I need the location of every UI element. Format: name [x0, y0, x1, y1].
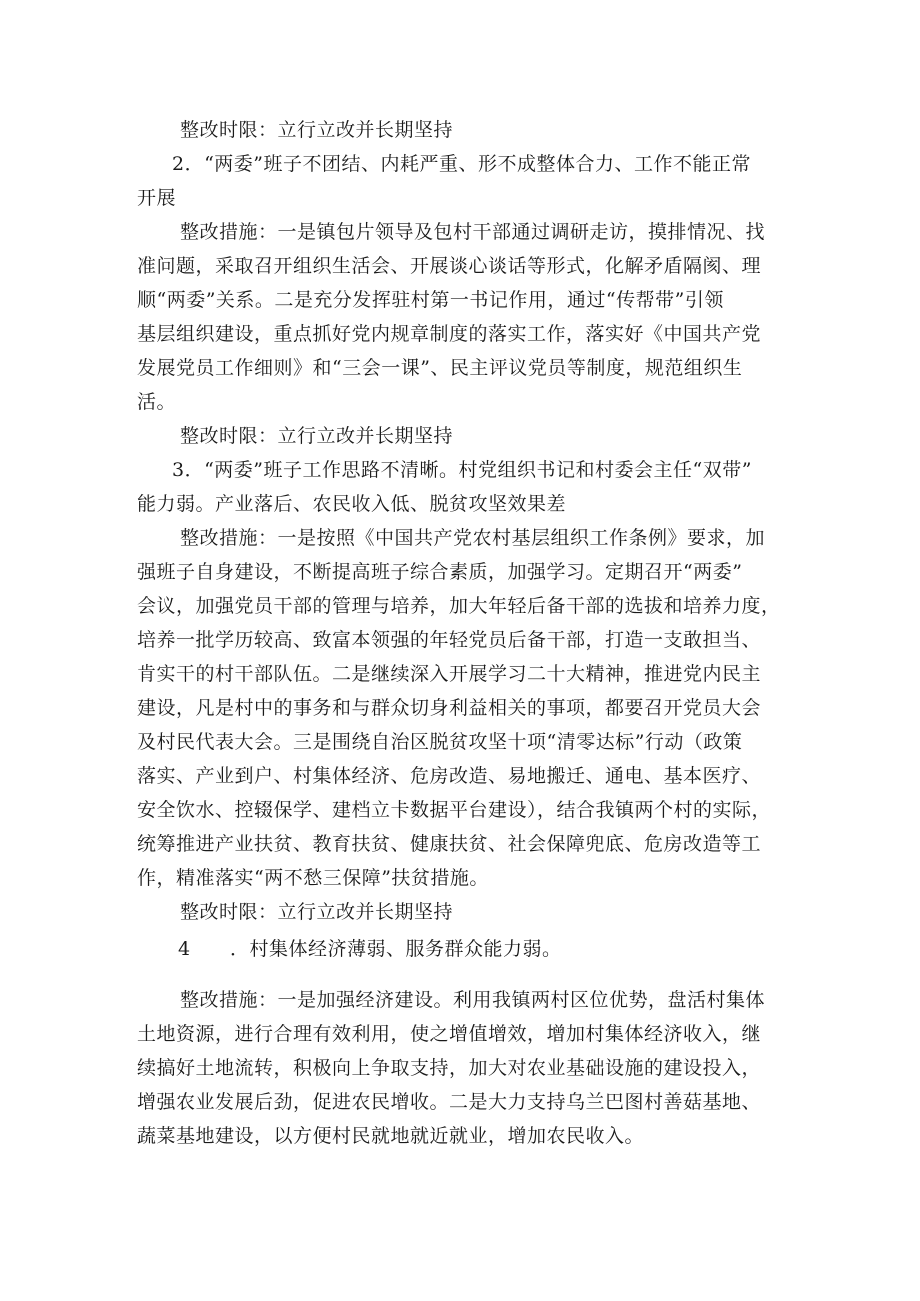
text-line: 会议，加强党员干部的管理与培养，加大年轻后备干部的选拔和培养力度，: [137, 595, 781, 617]
text-line: 建设，凡是村中的事务和与群众切身利益相关的事项，都要召开党员大会: [137, 697, 762, 719]
text-line: 顺“两委”关系。二是充分发挥驻村第一书记作用，通过“传帮带”引领: [137, 289, 724, 311]
text-line: 3．“两委”班子工作思路不清晰。村党组织书记和村委会主任“双带”: [172, 459, 752, 481]
text-line: 准问题，采取召开组织生活会、开展谈心谈话等形式，化解矛盾隔阂、理: [137, 255, 762, 277]
text-line: 续搞好土地流转，积极向上争取支持，加大对农业基础设施的建设投入，: [137, 1057, 762, 1079]
text-line: 统筹推进产业扶贫、教育扶贫、健康扶贫、社会保障兜底、危房改造等工: [137, 833, 762, 855]
text-line: 整改措施：一是按照《中国共产党农村基层组织工作条例》要求，加: [180, 527, 766, 549]
text-line: 整改措施：一是镇包片领导及包村干部通过调研走访，摸排情况、找: [180, 221, 766, 243]
text-line: 2．“两委”班子不团结、内耗严重、形不成整体合力、工作不能正常: [172, 153, 752, 175]
text-line: 整改时限：立行立改并长期坚持: [180, 901, 454, 923]
text-line: 蔬菜基地建设，以方便村民就地就近就业，增加农民收入。: [137, 1125, 645, 1147]
text-line: 基层组织建设，重点抓好党内规章制度的落实工作，落实好《中国共产党: [137, 323, 762, 345]
text-line: 开展: [137, 187, 177, 209]
text-line: 能力弱。产业落后、农民收入低、脱贫攻坚效果差: [137, 493, 567, 515]
text-line: 整改措施：一是加强经济建设。利用我镇两村区位优势，盘活村集体: [180, 989, 766, 1011]
text-line: 及村民代表大会。三是围绕自治区脱贫攻坚十项“清零达标”行动（政策: [137, 731, 743, 753]
text-line: 作，精准落实“两不愁三保障”扶贫措施。: [137, 867, 489, 889]
text-line: 强班子自身建设，不断提高班子综合素质，加强学习。定期召开“两委”: [137, 561, 743, 583]
text-line: 安全饮水、控辍保学、建档立卡数据平台建设），结合我镇两个村的实际，: [137, 799, 772, 821]
text-line: 肯实干的村干部队伍。二是继续深入开展学习二十大精神，推进党内民主: [137, 663, 762, 685]
text-line: 发展党员工作细则》和“三会一课”、民主评议党员等制度，规范组织生: [137, 357, 743, 379]
text-line: 土地资源，进行合理有效利用，使之增值增效，增加村集体经济收入，继: [137, 1023, 762, 1045]
text-line: 培养一批学历较高、致富本领强的年轻党员后备干部，打造一支敢担当、: [137, 629, 762, 651]
text-line: 落实、产业到户、村集体经济、危房改造、易地搬迁、通电、基本医疗、: [137, 765, 762, 787]
text-line: 增强农业发展后劲，促进农民增收。二是大力支持乌兰巴图村善菇基地、: [137, 1091, 762, 1113]
text-line: 整改时限：立行立改并长期坚持: [180, 425, 454, 447]
text-line: ．村集体经济薄弱、服务群众能力弱。: [230, 938, 562, 960]
list-number: 4: [178, 938, 191, 960]
text-line: 整改时限：立行立改并长期坚持: [180, 119, 454, 141]
text-line: 活。: [137, 391, 177, 413]
